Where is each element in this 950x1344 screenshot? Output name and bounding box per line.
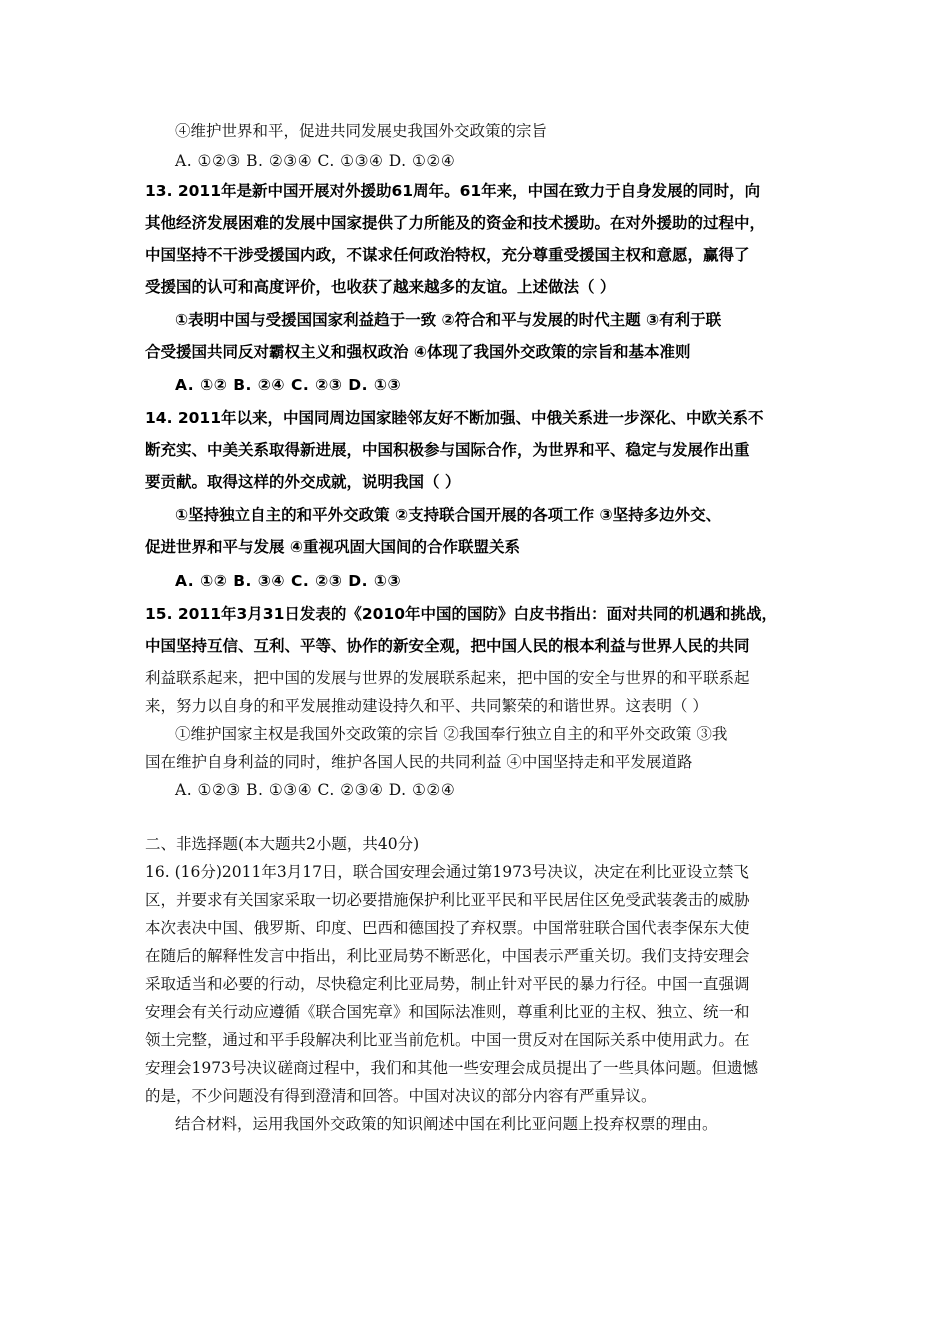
section-2-heading: 二、非选择题(本大题共2小题，共40分) <box>145 835 420 853</box>
q14-stem-line-2: 断充实、中美关系取得新进展，中国积极参与国际合作，为世界和平、稳定与发展作出重 <box>145 441 750 459</box>
q16-material-line-8: 安理会1973号决议磋商过程中，我们和其他一些安理会成员提出了一些具体问题。但遗憾 <box>145 1059 758 1077</box>
q15-stem-line-1: 15. 2011年3月31日发表的《2010年中国的国防》白皮书指出：面对共同的机遇和挑战， <box>145 605 777 623</box>
q13-stem-line-4: 受援国的认可和高度评价，也收获了越来越多的友谊。上述做法（ ） <box>145 278 616 296</box>
q15-stem-line-4: 来，努力以自身的和平发展推动建设持久和平、共同繁荣的和谐世界。这表明（ ） <box>145 697 708 715</box>
q12-item-4: ④维护世界和平，促进共同发展史我国外交政策的宗旨 <box>175 122 548 140</box>
q14-stem-line-1: 14. 2011年以来，中国同周边国家睦邻友好不断加强、中俄关系进一步深化、中欧关系不 <box>145 409 764 427</box>
q15-options: A. ①②③ B. ①③④ C. ②③④ D. ①②④ <box>175 781 456 799</box>
q13-options: A. ①② B. ②④ C. ②③ D. ①③ <box>175 376 402 394</box>
q16-material-line-9: 的是，不少问题没有得到澄清和回答。中国对决议的部分内容有严重异议。 <box>145 1087 657 1105</box>
q15-items-line-2: 国在维护自身利益的同时，维护各国人民的共同利益 ④中国坚持走和平发展道路 <box>145 753 693 771</box>
q15-items-line-1: ①维护国家主权是我国外交政策的宗旨 ②我国奉行独立自主的和平外交政策 ③我 <box>175 725 728 743</box>
q13-stem-line-3: 中国坚持不干涉受援国内政，不谋求任何政治特权，充分尊重受援国主权和意愿，赢得了 <box>145 246 750 264</box>
q12-options: A. ①②③ B. ②③④ C. ①③④ D. ①②④ <box>175 152 456 170</box>
q14-items-line-1: ①坚持独立自主的和平外交政策 ②支持联合国开展的各项工作 ③坚持多边外交、 <box>175 506 722 524</box>
q16-material-line-4: 在随后的解释性发言中指出，利比亚局势不断恶化，中国表示严重关切。我们支持安理会 <box>145 947 750 965</box>
q16-material-line-3: 本次表决中国、俄罗斯、印度、巴西和德国投了弃权票。中国常驻联合国代表李保东大使 <box>145 919 750 937</box>
q15-stem-line-3: 利益联系起来，把中国的发展与世界的发展联系起来，把中国的安全与世界的和平联系起 <box>145 669 750 687</box>
q14-options: A. ①② B. ③④ C. ②③ D. ①③ <box>175 572 402 590</box>
q13-stem-line-2: 其他经济发展困难的发展中国家提供了力所能及的资金和技术援助。在对外援助的过程中， <box>145 214 766 232</box>
q16-material-line-7: 领土完整，通过和平手段解决利比亚当前危机。中国一贯反对在国际关系中使用武力。在 <box>145 1031 750 1049</box>
q15-stem-line-2: 中国坚持互信、互利、平等、协作的新安全观，把中国人民的根本利益与世界人民的共同 <box>145 637 750 655</box>
q16-material-line-5: 采取适当和必要的行动，尽快稳定利比亚局势，制止针对平民的暴力行径。中国一直强调 <box>145 975 750 993</box>
q13-items-line-1: ①表明中国与受援国国家利益趋于一致 ②符合和平与发展的时代主题 ③有利于联 <box>175 311 722 329</box>
q16-task: 结合材料，运用我国外交政策的知识阐述中国在利比亚问题上投弃权票的理由。 <box>175 1115 718 1133</box>
q13-items-line-2: 合受援国共同反对霸权主义和强权政治 ④体现了我国外交政策的宗旨和基本准则 <box>145 343 691 361</box>
q14-stem-line-3: 要贡献。取得这样的外交成就，说明我国（ ） <box>145 473 461 491</box>
q16-material-line-1: 16. (16分)2011年3月17日，联合国安理会通过第1973号决议，决定在利比亚设立禁飞 <box>145 863 749 881</box>
q14-items-line-2: 促进世界和平与发展 ④重视巩固大国间的合作联盟关系 <box>145 538 521 556</box>
q16-material-line-6: 安理会有关行动应遵循《联合国宪章》和国际法准则，尊重利比亚的主权、独立、统一和 <box>145 1003 750 1021</box>
q16-material-line-2: 区，并要求有关国家采取一切必要措施保护利比亚平民和平民居住区免受武装袭击的威胁 <box>145 891 750 909</box>
q13-stem-line-1: 13. 2011年是新中国开展对外援助61周年。61年来，中国在致力于自身发展的同时，向 <box>145 182 761 200</box>
